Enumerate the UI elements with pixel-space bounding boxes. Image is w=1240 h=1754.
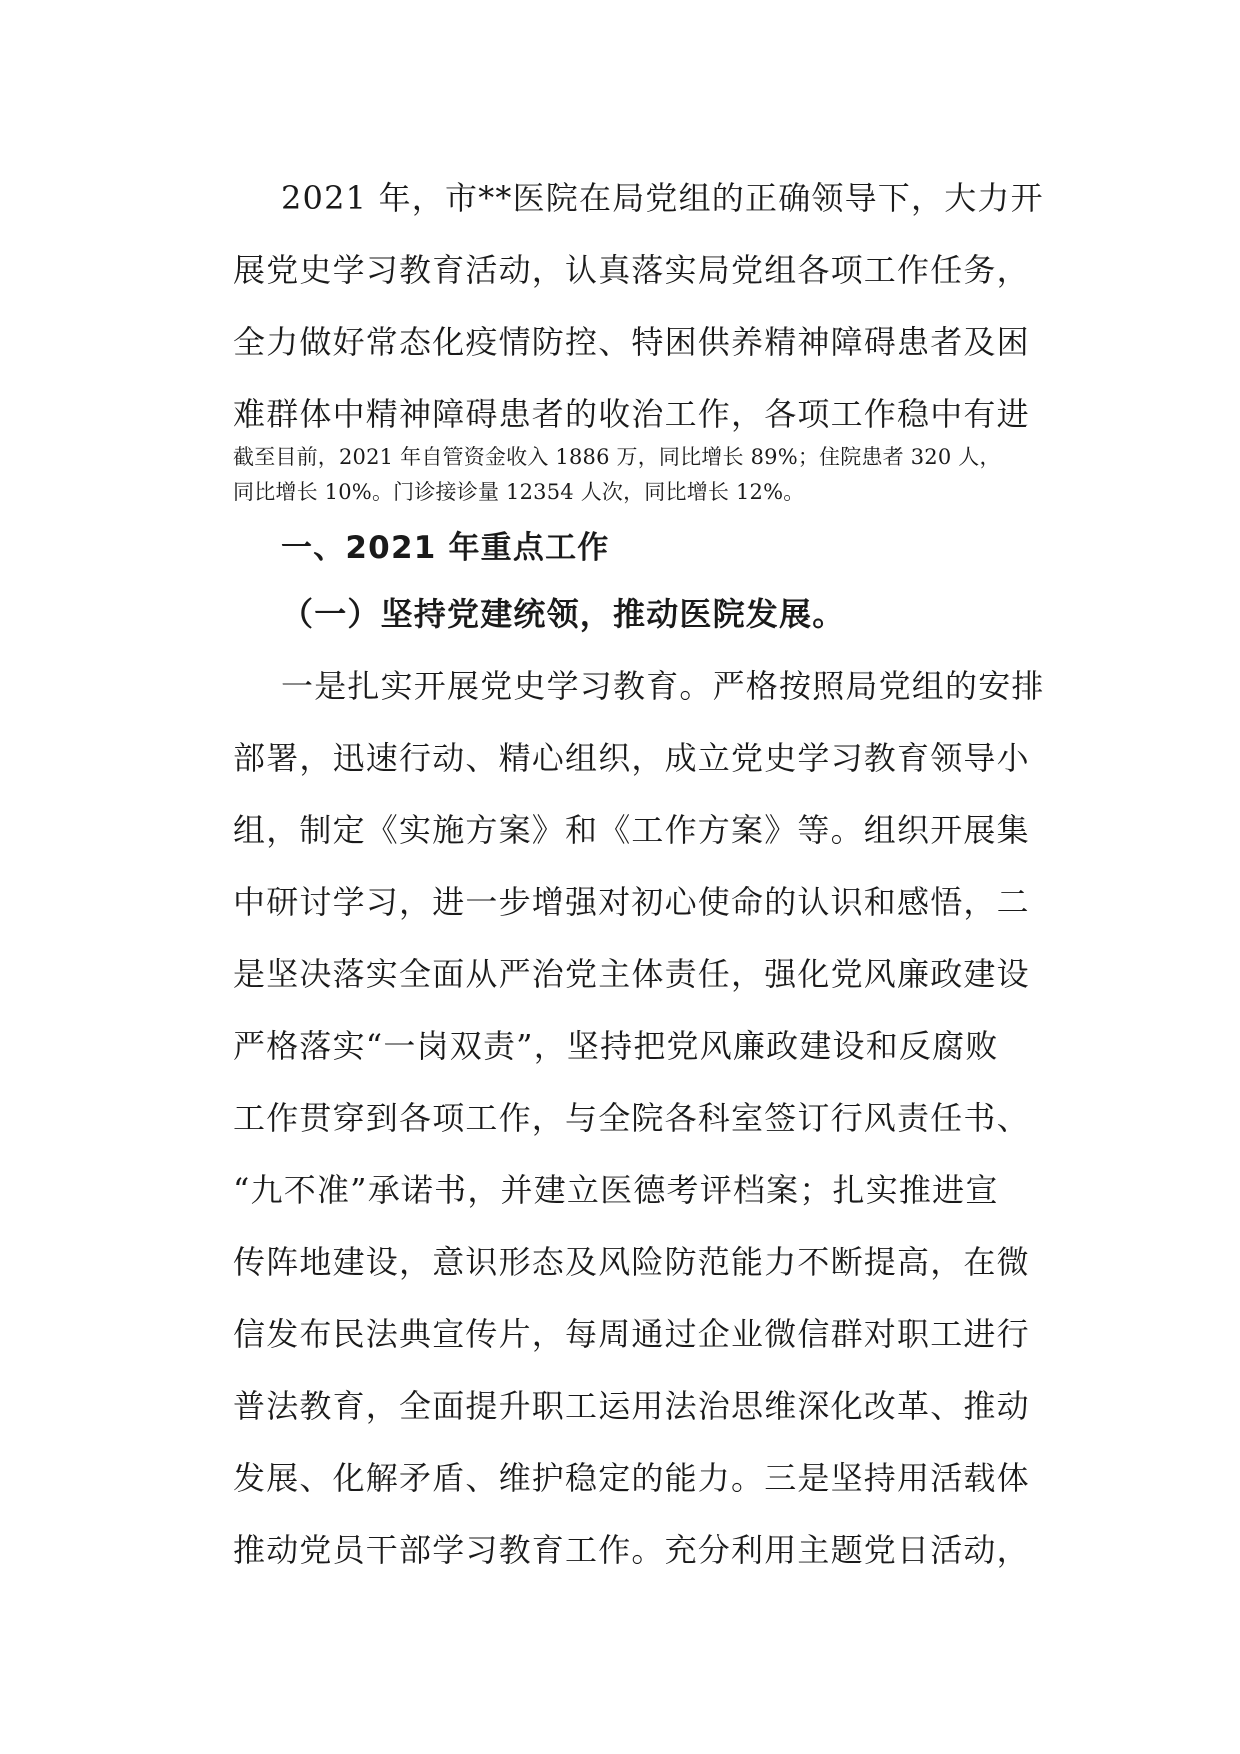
intro-line-4: 难群体中精神障碍患者的收治工作，各项工作稳中有进 (233, 395, 1030, 433)
body-line-6: 严格落实“一岗双责”，坚持把党风廉政建设和反腐败 (233, 1027, 999, 1065)
body-line-2: 部署，迅速行动、精心组织，成立党史学习教育领导小 (233, 739, 1030, 777)
body-line-11: 普法教育，全面提升职工运用法治思维深化改革、推动 (233, 1387, 1030, 1425)
stats-line-2: 同比增长 10%。门诊接诊量 12354 人次，同比增长 12%。 (233, 480, 805, 504)
subsection-heading: （一）坚持党建统领，推动医院发展。 (281, 595, 846, 633)
body-line-4: 中研讨学习，进一步增强对初心使命的认识和感悟，二 (233, 883, 1030, 921)
body-line-9: 传阵地建设，意识形态及风险防范能力不断提高，在微 (233, 1243, 1030, 1281)
body-line-8: “九不准”承诺书，并建立医德考评档案；扎实推进宣 (233, 1171, 999, 1209)
intro-line-2: 展党史学习教育活动，认真落实局党组各项工作任务， (233, 251, 1030, 289)
body-line-1: 一是扎实开展党史学习教育。严格按照局党组的安排 (281, 667, 1045, 705)
body-line-12: 发展、化解矛盾、维护稳定的能力。三是坚持用活载体 (233, 1459, 1030, 1497)
body-line-3: 组，制定《实施方案》和《工作方案》等。组织开展集 (233, 811, 1030, 849)
body-line-13: 推动党员干部学习教育工作。充分利用主题党日活动， (233, 1531, 1030, 1569)
stats-line-1: 截至目前，2021 年自管资金收入 1886 万，同比增长 89%；住院患者 320 人， (233, 445, 1001, 469)
intro-line-1: 2021 年，市**医院在局党组的正确领导下，大力开 (281, 179, 1044, 217)
body-line-5: 是坚决落实全面从严治党主体责任，强化党风廉政建设 (233, 955, 1030, 993)
section-heading: 一、2021 年重点工作 (281, 530, 610, 566)
body-line-10: 信发布民法典宣传片，每周通过企业微信群对职工进行 (233, 1315, 1030, 1353)
intro-line-3: 全力做好常态化疫情防控、特困供养精神障碍患者及困 (233, 323, 1030, 361)
body-line-7: 工作贯穿到各项工作，与全院各科室签订行风责任书、 (233, 1099, 1030, 1137)
